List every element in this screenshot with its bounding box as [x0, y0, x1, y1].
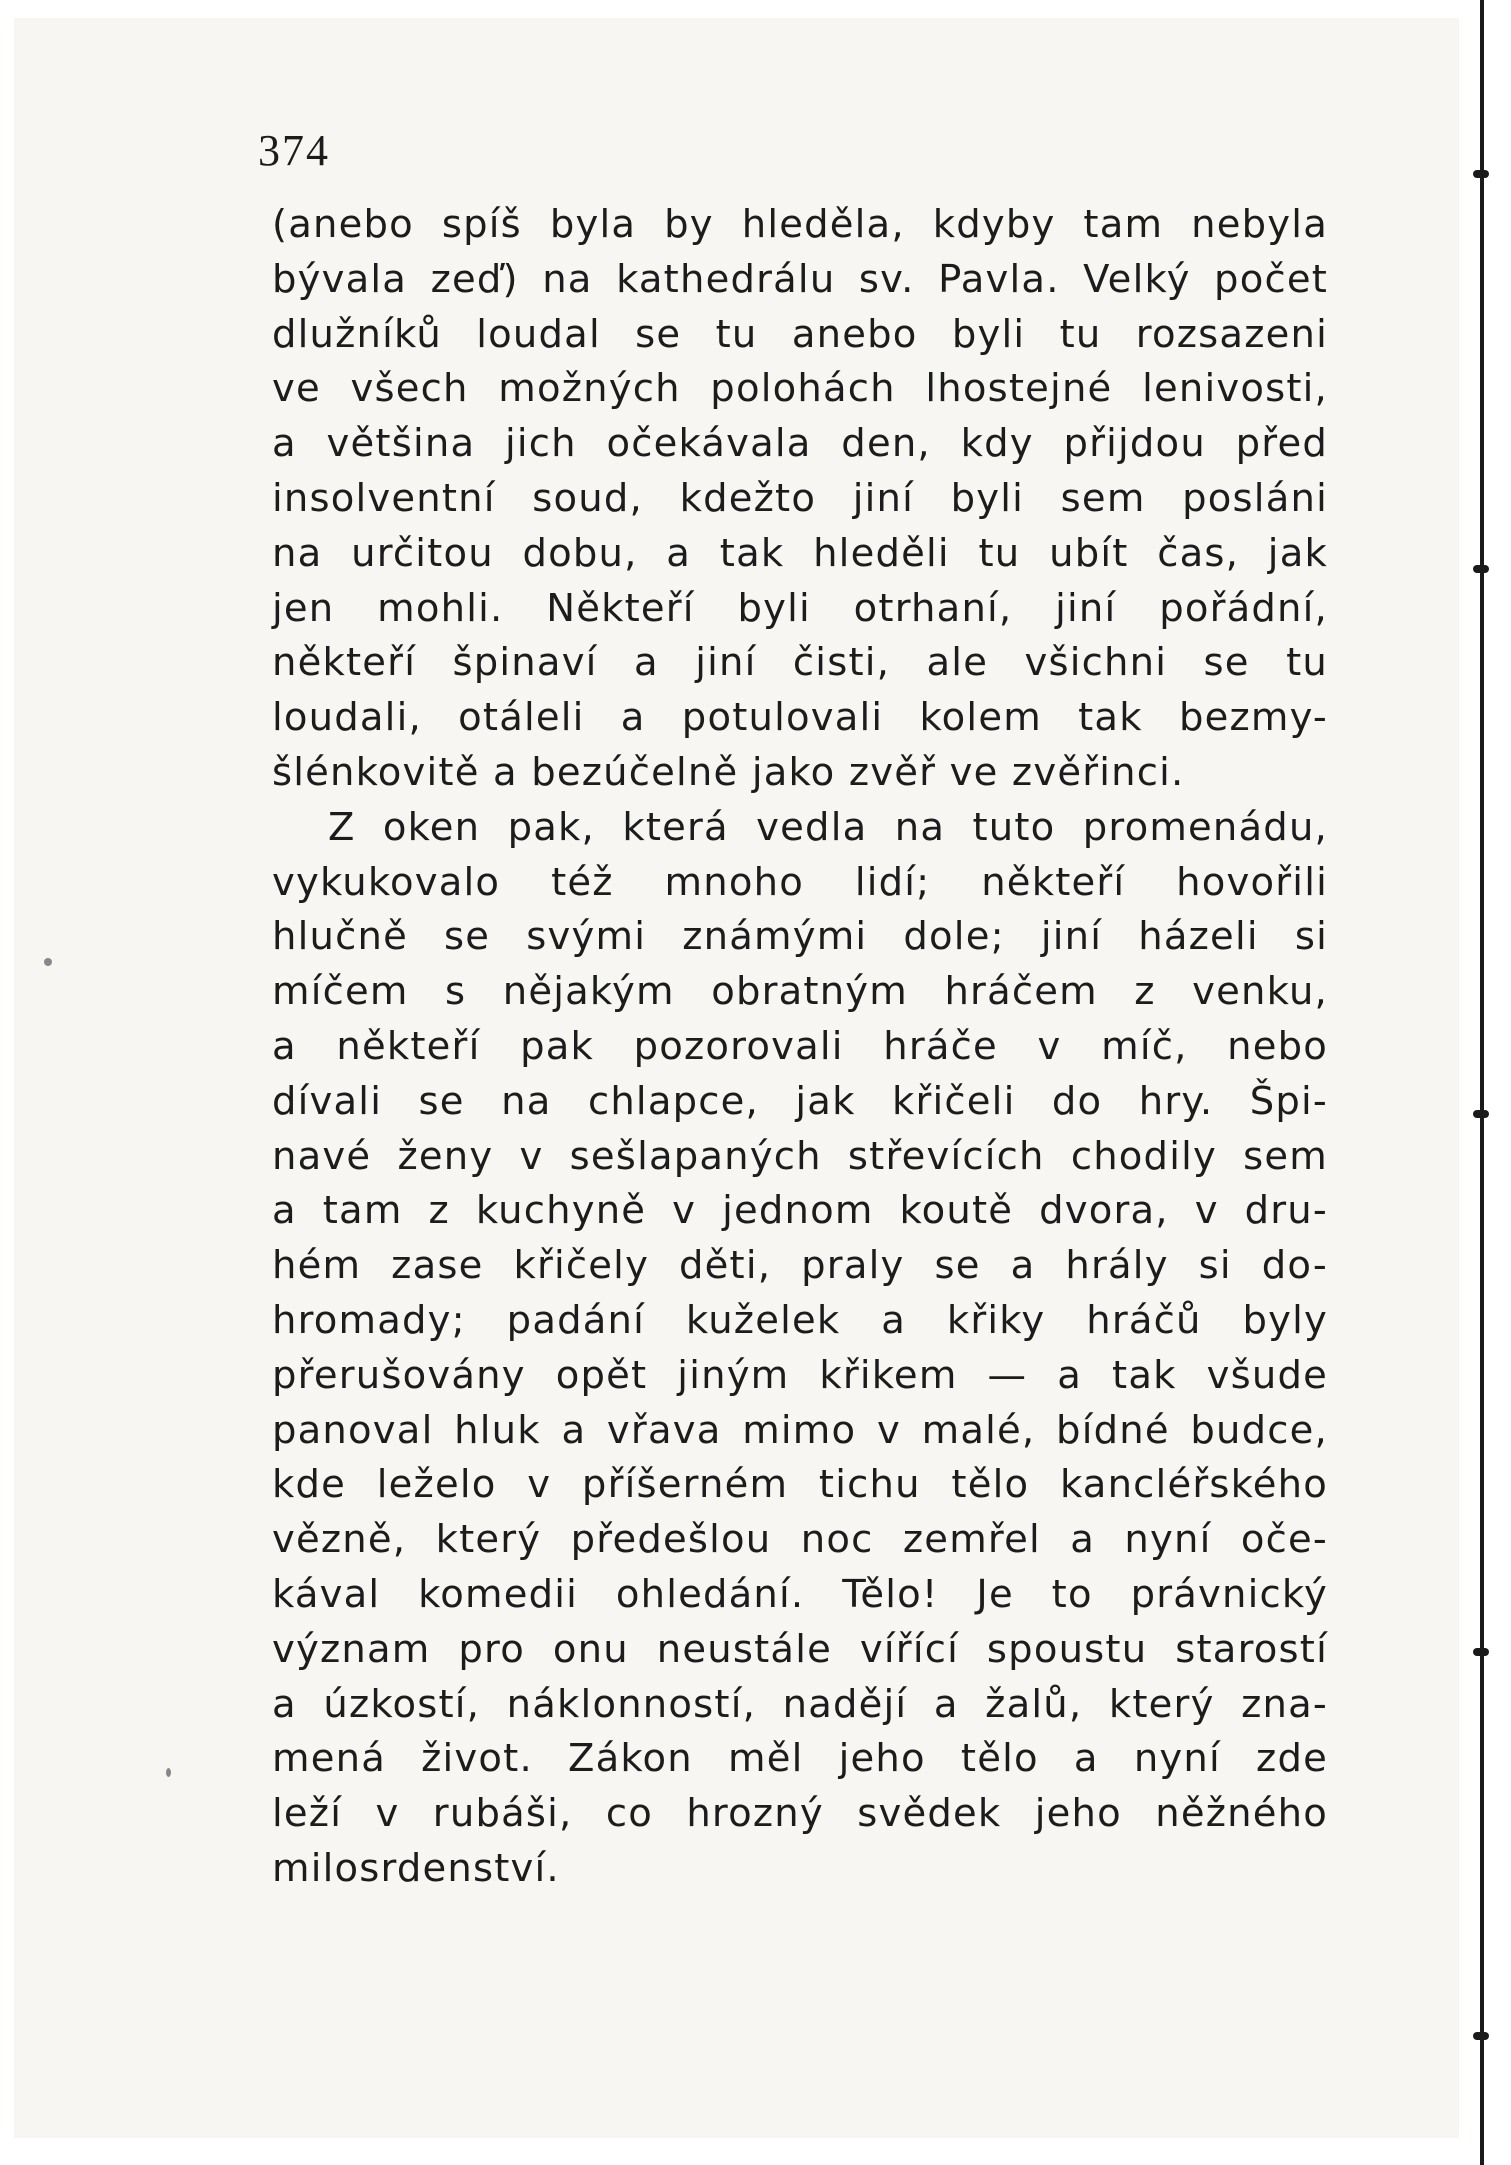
text-line: a tam z kuchyně v jednom koutě dvora, v dru- [272, 1188, 1328, 1234]
text-line: hlučně se svými známými dole; jiní házeli si [272, 914, 1328, 960]
text-line: ve všech možných polohách lhostejné lenivosti, [272, 366, 1328, 412]
paragraph [272, 801, 1328, 1897]
text-line: insolventní soud, kdežto jiní byli sem posláni [272, 475, 1328, 521]
text-line: dívali se na chlapce, jak křičeli do hry. Špi- [272, 1078, 1328, 1124]
page-spine-edge [1480, 0, 1484, 2165]
text-line: a někteří pak pozorovali hráče v míč, nebo [272, 1023, 1328, 1069]
text-line: hromady; padání kuželek a křiky hráčů byly [272, 1297, 1328, 1343]
text-line: někteří špinaví a jiní čisti, ale všichni se tu [272, 640, 1328, 686]
text-line: hém zase křičely děti, praly se a hrály si do- [272, 1243, 1328, 1289]
text-line: na určitou dobu, a tak hleděli tu ubít čas, jak [272, 530, 1328, 576]
spine-mark [1473, 1648, 1489, 1656]
text-line: leží v rubáši, co hrozný svědek jeho něžného [272, 1791, 1328, 1837]
text-line: milosrdenství. [272, 1845, 560, 1891]
paper-speck [44, 958, 52, 966]
text-line: panoval hluk a vřava mimo v malé, bídné budce, [272, 1407, 1328, 1453]
spine-mark [1473, 1110, 1489, 1118]
text-line: Z oken pak, která vedla na tuto promenádu, [328, 804, 1328, 850]
text-line: přerušovány opět jiným křikem — a tak všude [272, 1352, 1328, 1398]
text-line: význam pro onu neustále vířící spoustu starostí [272, 1626, 1328, 1672]
text-line: dlužníků loudal se tu anebo byli tu rozsazeni [272, 311, 1328, 357]
text-line: kde leželo v příšerném tichu tělo kancléřského [272, 1462, 1328, 1508]
text-line: bývala zeď) na kathedrálu sv. Pavla. Velký počet [272, 256, 1328, 302]
text-line: jen mohli. Někteří byli otrhaní, jiní pořádní, [272, 585, 1328, 631]
spine-mark [1473, 2032, 1489, 2040]
body-text [272, 198, 1328, 1897]
text-line: a většina jich očekávala den, kdy přijdou před [272, 421, 1328, 467]
text-line: mená život. Zákon měl jeho tělo a nyní zde [272, 1736, 1328, 1782]
text-line: šlénkovitě a bezúčelně jako zvěř ve zvěřinci. [272, 749, 1185, 795]
text-line: míčem s nějakým obratným hráčem z venku, [272, 969, 1328, 1015]
spine-mark [1473, 170, 1489, 178]
text-line: vězně, který předešlou noc zemřel a nyní oče- [272, 1517, 1328, 1563]
spine-mark [1473, 565, 1489, 573]
text-line: vykukovalo též mnoho lidí; někteří hovořili [272, 859, 1328, 905]
paragraph [272, 198, 1328, 801]
paper-speck [166, 1768, 171, 1777]
text-line: (anebo spíš byla by hleděla, kdyby tam nebyla [272, 202, 1328, 247]
text-line: navé ženy v sešlapaných střevících chodily sem [272, 1133, 1328, 1179]
text-line: kával komedii ohledání. Tělo! Je to právnický [272, 1571, 1328, 1617]
page-number: 374 [258, 126, 330, 175]
text-line: loudali, otáleli a potulovali kolem tak bezmy- [272, 695, 1328, 741]
text-line: a úzkostí, náklonností, nadějí a žalů, který zna- [272, 1681, 1328, 1727]
